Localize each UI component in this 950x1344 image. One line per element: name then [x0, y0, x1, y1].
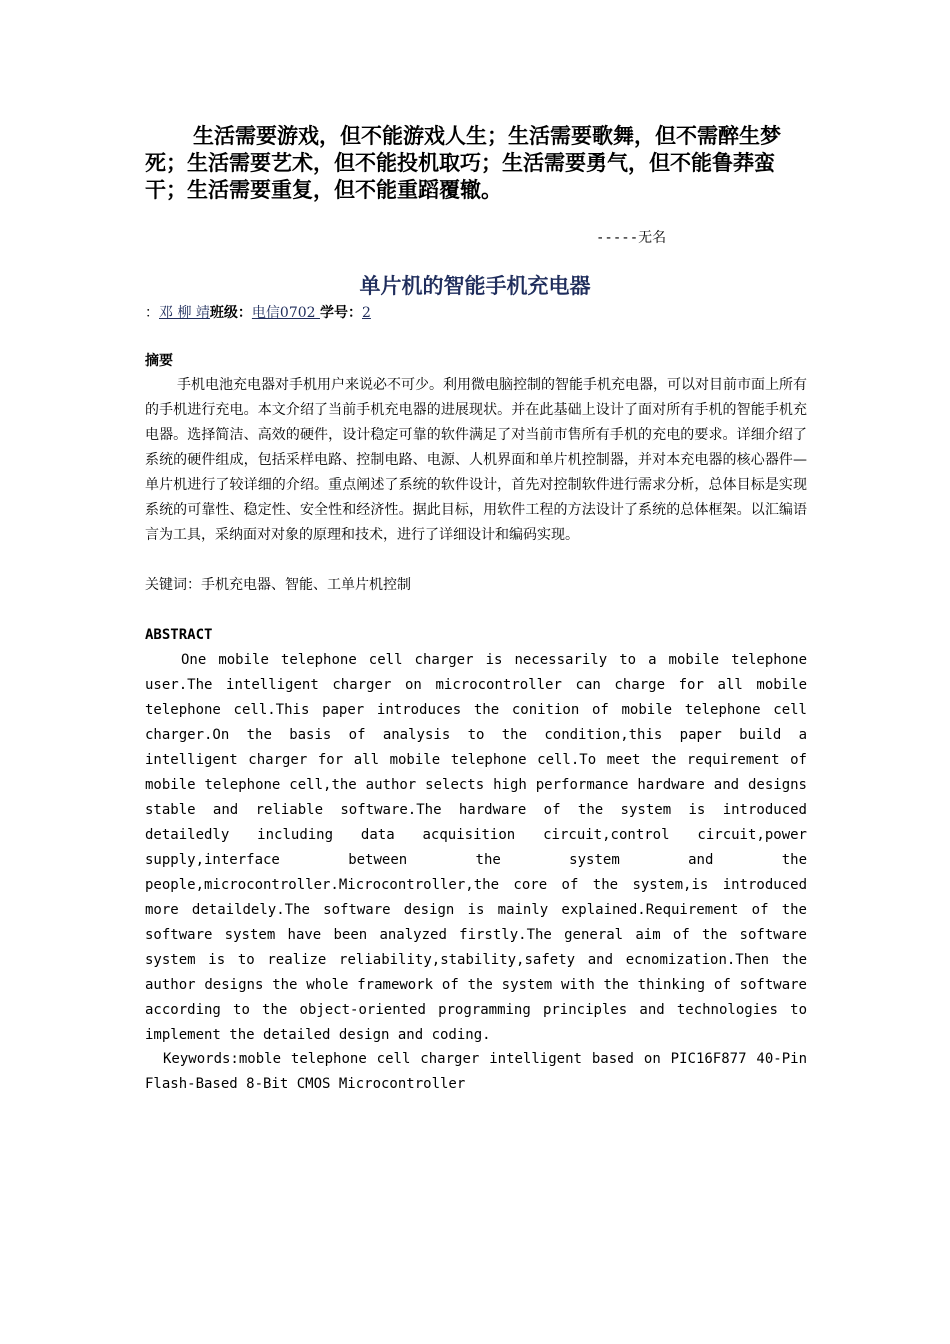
abstract-en-body: One mobile telephone cell charger is necessarily to a mobile telephone user.The intelligent charger on microcontroller can charge for all mobile telephone cell.This paper introduces the conition of mobile telephone cell charger.On the basis of analysis to the condition,this paper build a intelligent charger for all mobile telephone cell.To meet the requirement of mobile telephone cell,the author selects high performance hardware and designs stable and reliable software.The hardware of the system is introduced detailedly including data acquisition circuit,control circuit,power supply,interface between the system and the people,microcontroller.Microcontroller,the core of the system,is introduced more detaildely.The software design is mainly explained.Requirement of the software system have been analyzed firstly.The general aim of the software system is to realize reliability,stability,safety and ecnomization.Then the author designs the whole framework of the system with the thinking of software according to the object-oriented programming principles and technologies to implement the detailed design and coding.	[145, 652, 807, 1043]
abstract-cn-body: 手机电池充电器对手机用户来说必不可少。利用微电脑控制的智能手机充电器，可以对目前市面上所有的手机进行充电。本文介绍了当前手机充电器的进展现状。并在此基础上设计了面对所有手机的智能手机充电器。选择简洁、高效的硬件，设计稳定可靠的软件满足了对当前市售所有手机的充电的要求。详细介绍了系统的硬件组成，包括采样电路、控制电路、电源、人机界面和单片机控制器，并对本充电器的核心器件—单片机进行了较详细的介绍。重点阐述了系统的软件设计，首先对控制软件进行需求分析，总体目标是实现系统的可靠性、稳定性、安全性和经济性。据此目标，用软件工程的方法设计了系统的总体框架。以汇编语言为工具，采纳面对对象的原理和技术，进行了详细设计和编码实现。	[145, 377, 807, 543]
abstract-cn-keywords: 关键词：手机充电器、智能、工单片机控制	[145, 577, 411, 593]
byline-prefix: ：	[145, 305, 159, 321]
abstract-en-keywords: Keywords:moble telephone cell charger intelligent based on PIC16F877 40-Pin Flash-Based 8-Bit CMOS Microcontroller	[145, 1051, 807, 1092]
class-value: 电信0702	[251, 305, 320, 321]
epigraph-text: 生活需要游戏，但不能游戏人生；生活需要歌舞，但不需醉生梦死；生活需要艺术，但不能投机取巧；生活需要勇气，但不能鲁莽蛮干；生活需要重复，但不能重蹈覆辙。	[145, 123, 781, 202]
student-id-label: 学号：	[320, 305, 362, 321]
author-name: 邓 柳 靖	[159, 305, 210, 321]
student-id-value: 2	[362, 305, 371, 321]
abstract-en-heading: ABSTRACT	[145, 627, 213, 643]
abstract-cn-heading: 摘要	[145, 353, 173, 369]
epigraph-attribution: -----无名	[596, 230, 667, 246]
class-label: 班级：	[209, 305, 252, 321]
paper-title: 单片机的智能手机充电器	[359, 273, 591, 298]
byline	[145, 302, 371, 322]
